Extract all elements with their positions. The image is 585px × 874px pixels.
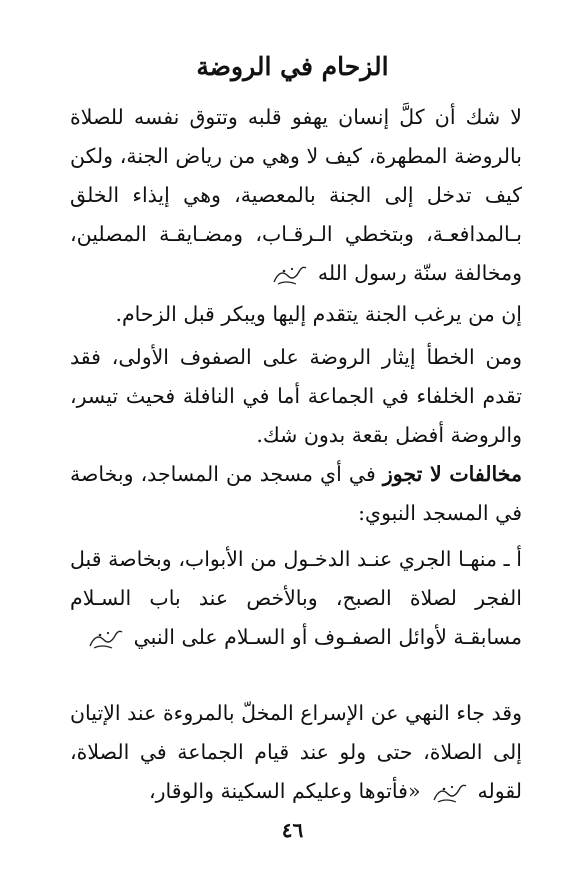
- paragraph-6: [70, 694, 522, 811]
- paragraph-6-quote: «فأتوها وعليكم السكينة والوقار،: [149, 779, 421, 803]
- paragraph-1-text: لا شك أن كلَّ إنسان يهفو قلبه وتتوق نفسه للصلاة بالروضة المطهرة، كيف لا وهي من رياض الجنة، ولكن كيف تدخل إلى الجنة بالمعصية، وهي إيذاء الخلق بـالمدافعـة، وبتخطي الـرقـاب، ومضـايقـة المصلين، ومخالفة سنّة رسول الله: [70, 105, 522, 285]
- page-number: ٤٦: [281, 818, 304, 842]
- paragraph-1: [70, 98, 522, 293]
- paragraph-4-text: في أي مسجد من المساجد، وبخاصة في المسجد النبوي:: [70, 462, 522, 525]
- paragraph-5: [70, 540, 522, 657]
- paragraph-2: [70, 295, 522, 334]
- salawat-seal-icon: [86, 626, 124, 652]
- paragraph-5-text: أ ـ منهـا الجري عنـد الدخـول من الأبواب، وبخاصة قبل الفجر لصلاة الصبح، وبالأخص عند باب السـلام مسابقـة لأوائل الصفـوف أو السـلام على النبي: [70, 547, 522, 649]
- salawat-seal-icon: [270, 262, 308, 288]
- paragraph-6-text: وقد جاء النهي عن الإسراع المخلّ بالمروءة عند الإتيان إلى الصلاة، حتى ولو عند قيام الجماعة في الصلاة، لقوله: [70, 701, 522, 803]
- salawat-seal-icon: [430, 780, 468, 806]
- paragraph-3-text: ومن الخطأ إيثار الروضة على الصفوف الأولى، فقد تقدم الخلفاء في الجماعة أما في النافلة فحيث تيسر، والروضة أفضل بقعة بدون شك.: [70, 345, 522, 447]
- paragraph-4: [70, 455, 522, 533]
- paragraph-2-text: إن من يرغب الجنة يتقدم إليها ويبكر قبل الزحام.: [115, 302, 522, 326]
- paragraph-3: [70, 338, 522, 455]
- paragraph-4-bold-lead: مخالفات لا تجوز: [382, 462, 522, 486]
- page-title: الزحام في الروضة: [196, 52, 389, 81]
